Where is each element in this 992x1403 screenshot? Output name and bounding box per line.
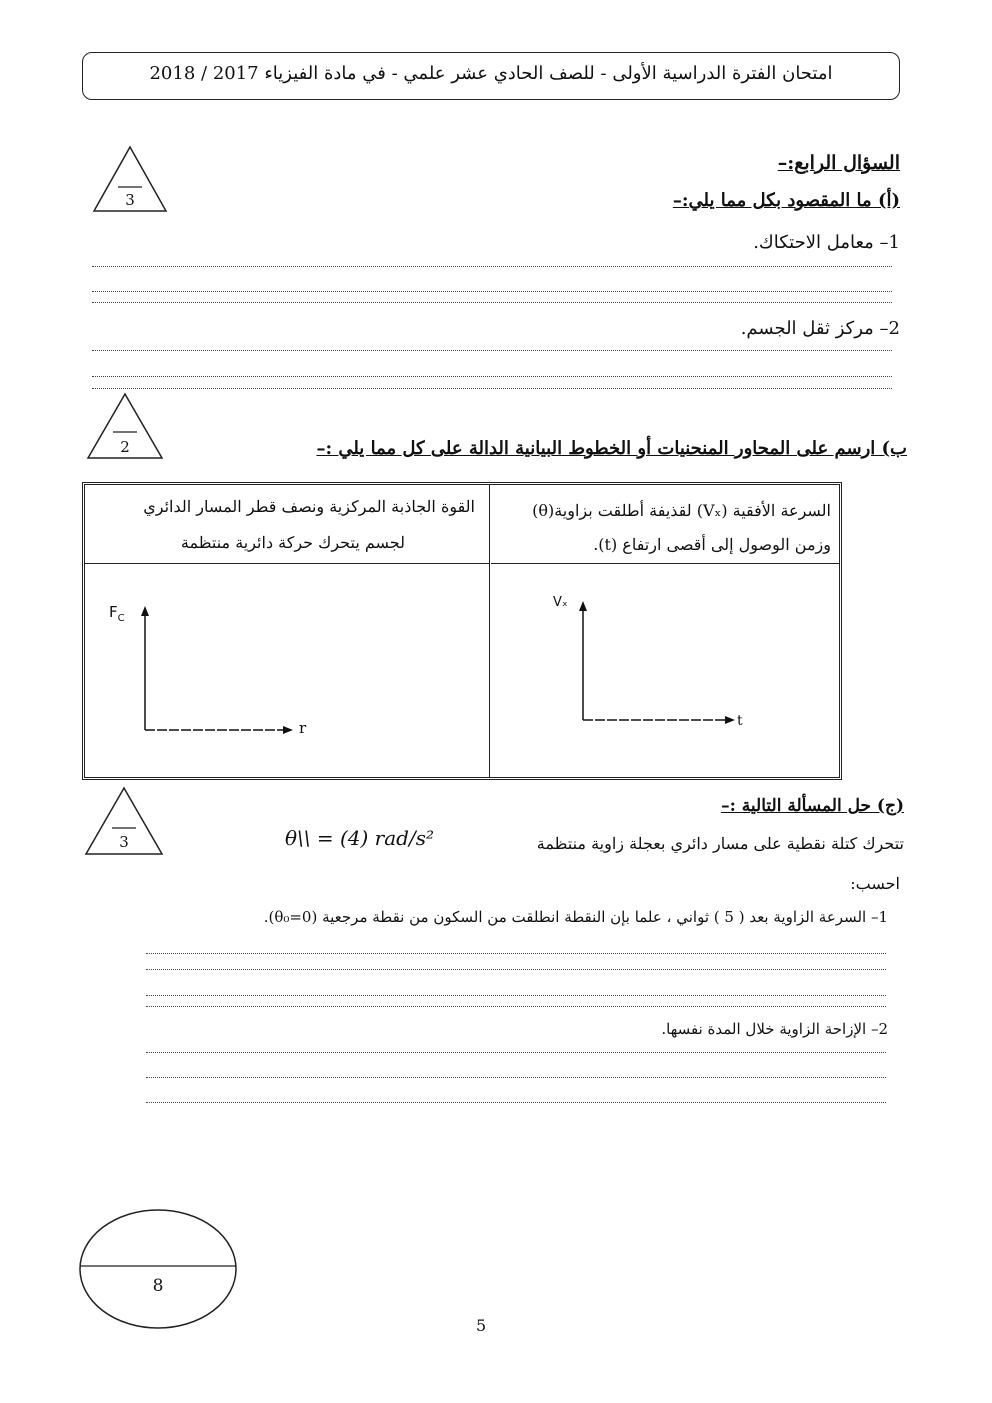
answer-line[interactable] — [92, 291, 892, 292]
x-axis-label-r: r — [299, 719, 307, 737]
angular-acceleration-formula: θ\\ = (4) rad/s² — [285, 826, 434, 850]
score-triangle-c — [84, 786, 164, 856]
page-number: 5 — [476, 1316, 487, 1335]
score-a: 3 — [125, 191, 135, 209]
graph-table — [82, 482, 842, 780]
fc-r-axes[interactable] — [125, 600, 325, 740]
total-score: 8 — [152, 1276, 164, 1296]
part-c-statement: تتحرك كتلة نقطية على مسار دائري بعجلة زاوية منتظمة — [536, 834, 904, 853]
answer-line[interactable] — [146, 1102, 886, 1103]
answer-line[interactable] — [146, 1052, 886, 1053]
question-title: السؤال الرابع:– — [777, 152, 900, 174]
answer-line[interactable] — [92, 266, 892, 267]
table-cell-vx — [491, 485, 839, 777]
cell-right-line1: السرعة الأفقية (Vₓ) لقذيفة أطلقت بزاوية(θ) — [532, 501, 831, 520]
cell-right-line2: وزمن الوصول إلى أقصى ارتفاع (t). — [593, 535, 831, 554]
x-axis-label-t: t — [737, 713, 743, 729]
score-triangle-a — [92, 145, 168, 213]
cell-header — [85, 485, 489, 564]
answer-line[interactable] — [146, 1006, 886, 1007]
part-c-item-1: 1– السرعة الزاوية بعد ( 5 ) ثواني ، علما بإن النقطة انطلقت من السكون من نقطة مرجعية (θ₀=0). — [263, 908, 888, 926]
y-axis-label-fc: $F_C$ — [109, 603, 125, 624]
table-cell-centripetal — [85, 485, 490, 777]
exam-title: امتحان الفترة الدراسية الأولى - للصف الحادي عشر علمي - في مادة الفيزياء 2017 / 2018 — [149, 63, 833, 84]
exam-header — [82, 52, 900, 100]
cell-left-line1: القوة الجاذبة المركزية ونصف قطر المسار الدائري — [143, 497, 475, 516]
answer-line[interactable] — [146, 995, 886, 996]
part-b-title: ب) ارسم على المحاور المنحنيات أو الخطوط البيانية الدالة على كل مما يلي :– — [316, 438, 907, 459]
answer-line[interactable] — [146, 969, 886, 970]
score-triangle-b — [86, 392, 164, 460]
answer-line[interactable] — [92, 302, 892, 303]
part-c-title: (ج) حل المسألة التالية :– — [721, 796, 904, 816]
score-b: 2 — [120, 438, 130, 456]
answer-line[interactable] — [146, 1077, 886, 1078]
cell-left-line2: لجسم يتحرك حركة دائرية منتظمة — [180, 533, 405, 552]
answer-line[interactable] — [146, 953, 886, 954]
answer-line[interactable] — [92, 350, 892, 351]
answer-line[interactable] — [92, 388, 892, 389]
cell-header — [491, 485, 839, 564]
compute-label: احسب: — [850, 874, 900, 893]
part-c-item-2: 2– الإزاحة الزاوية خلال المدة نفسها. — [661, 1020, 888, 1038]
y-axis-label-vx: Vₓ — [553, 595, 568, 610]
answer-line[interactable] — [92, 376, 892, 377]
score-c: 3 — [119, 833, 129, 851]
part-a-item-2: 2– مركز ثقل الجسم. — [740, 318, 900, 339]
total-score-oval — [78, 1208, 238, 1334]
part-a-item-1: 1– معامل الاحتكاك. — [753, 232, 900, 253]
part-a-title: (أ) ما المقصود بكل مما يلي:– — [672, 190, 900, 211]
